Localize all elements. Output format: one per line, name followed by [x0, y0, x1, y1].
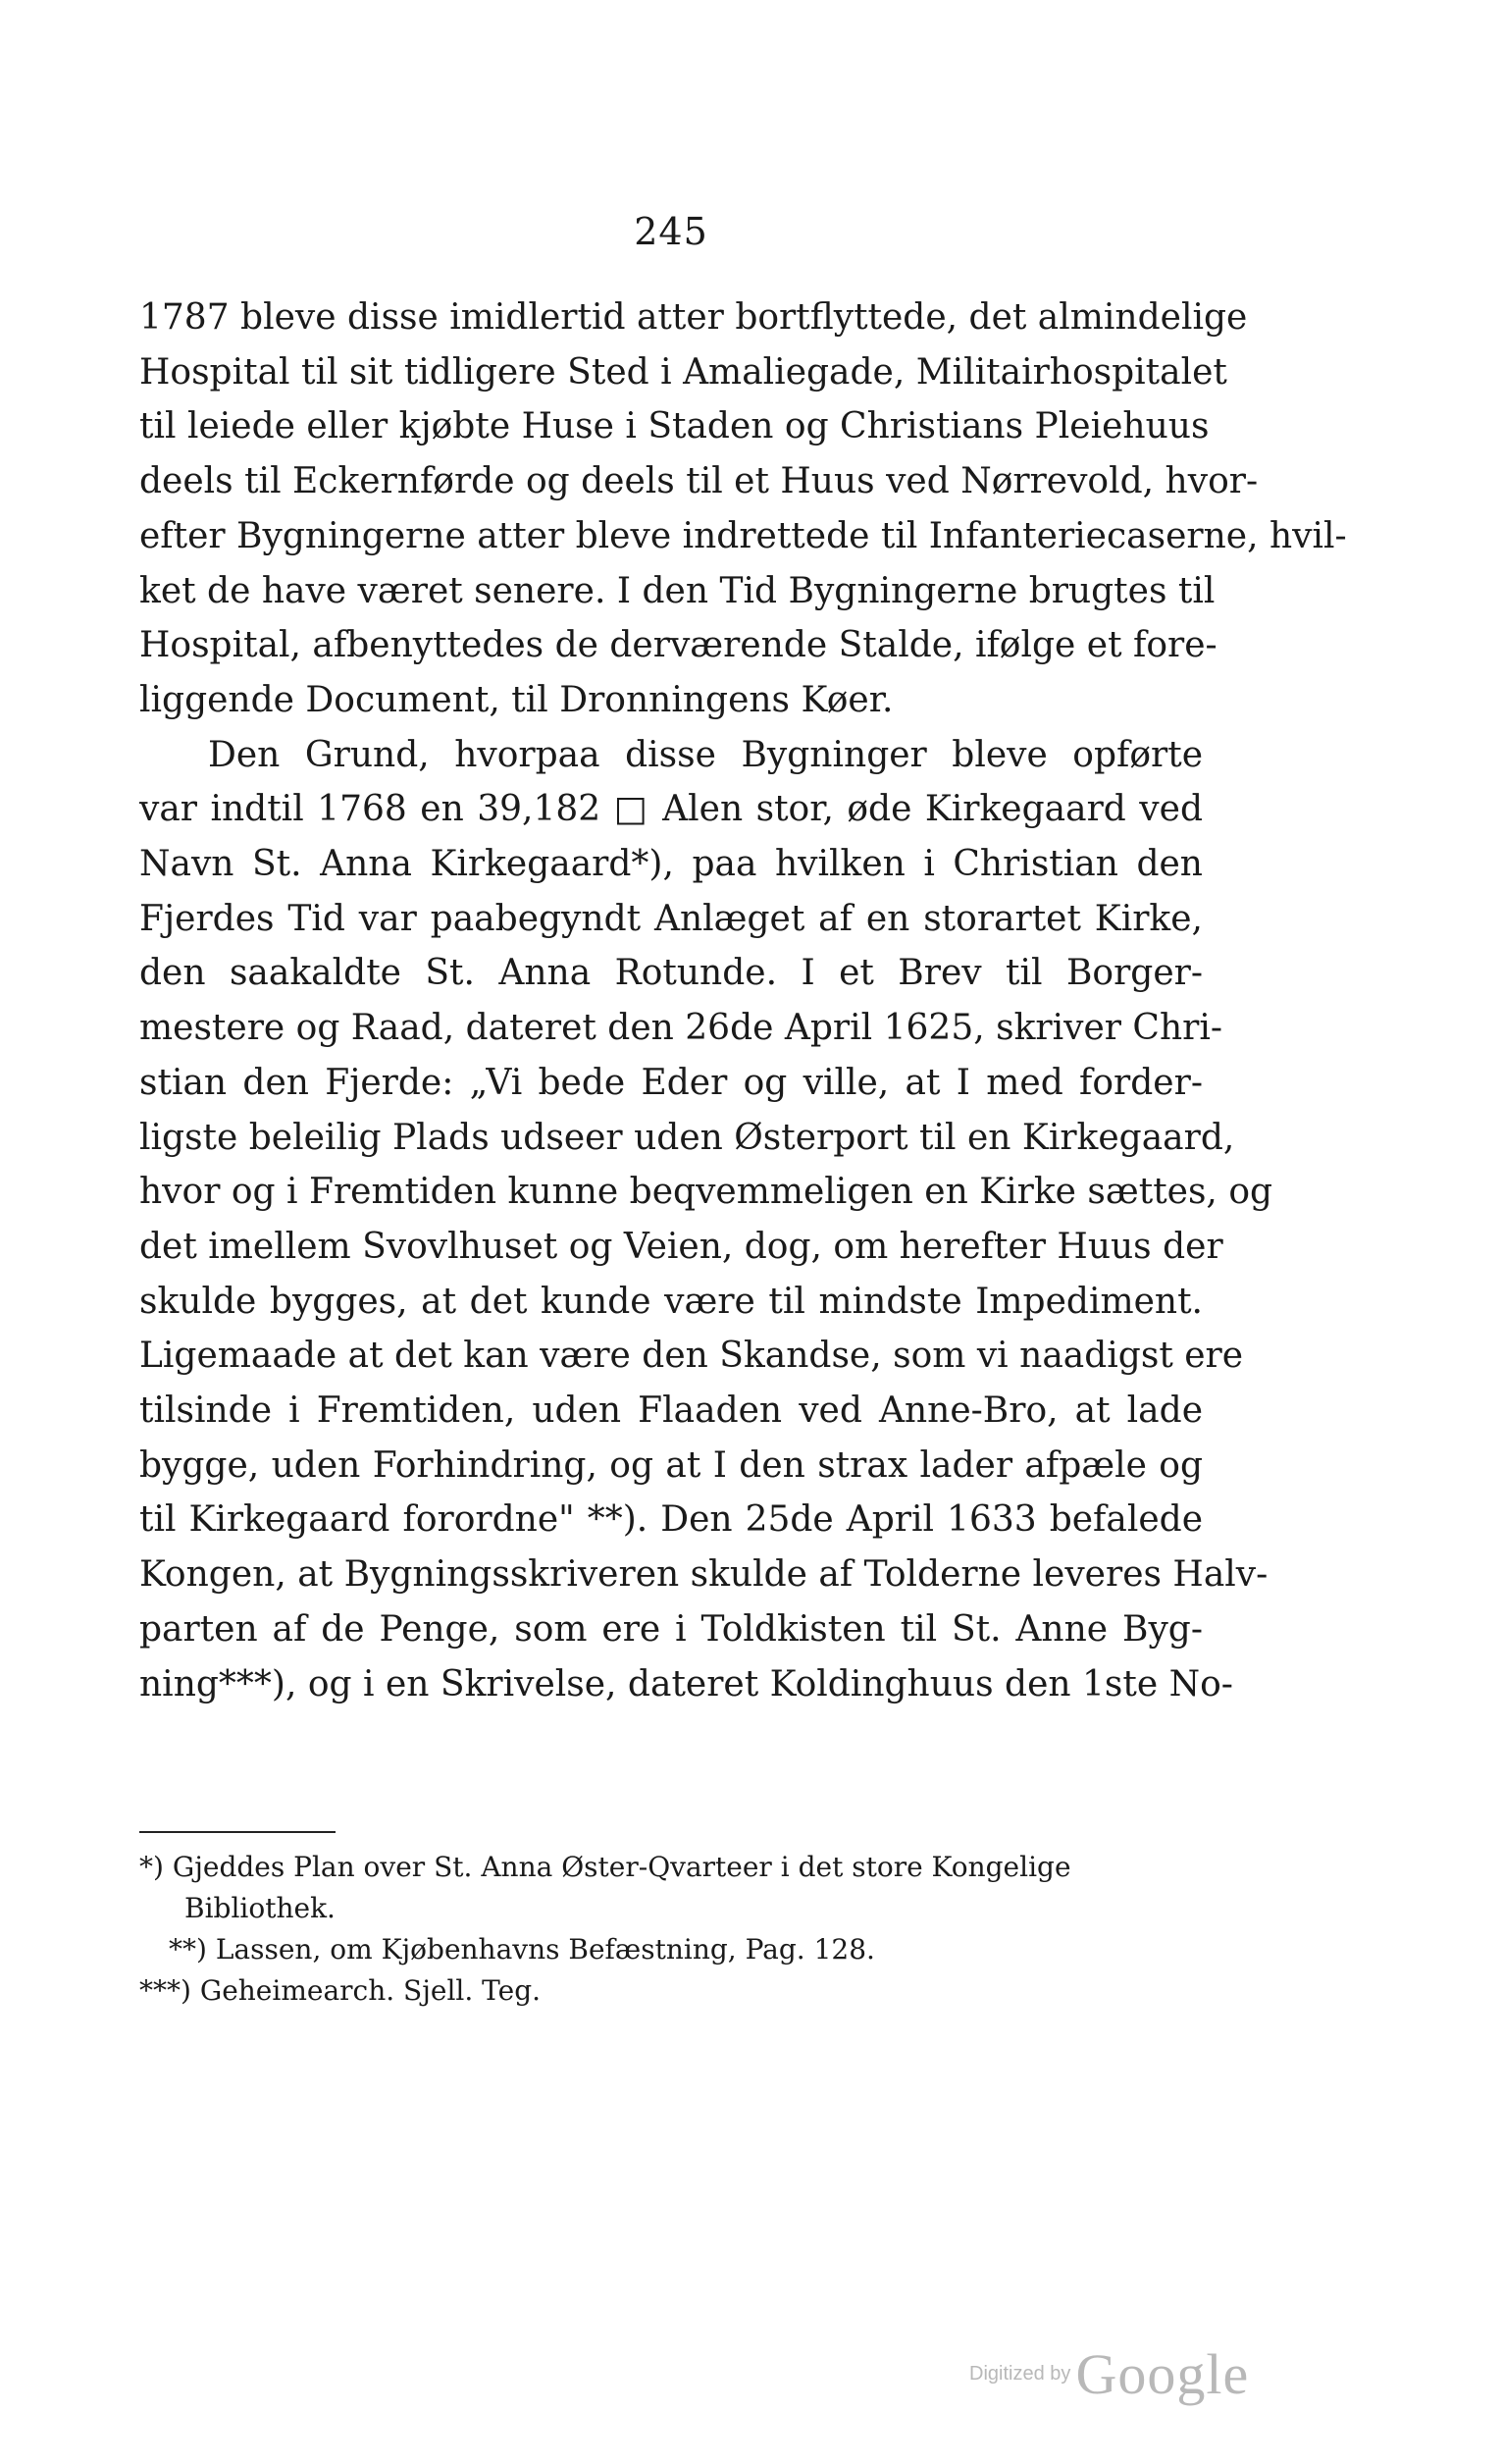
text-line: til Kirkegaard forordne" **). Den 25de April 1633 befalede — [139, 1499, 1203, 1541]
text-line: Navn St. Anna Kirkegaard*), paa hvilken i Christian den — [139, 844, 1203, 885]
text-line: tilsinde i Fremtiden, uden Flaaden ved Anne-Bro, at lade — [139, 1390, 1203, 1432]
text-line: til leiede eller kjøbte Huse i Staden og Christians Pleiehuus — [139, 406, 1210, 447]
text-line: var indtil 1768 en 39,182 □ Alen stor, øde Kirkegaard ved — [139, 789, 1203, 830]
text-line: stian den Fjerde: „Vi bede Eder og ville, at I med forder- — [139, 1062, 1203, 1103]
text-line: Hospital til sit tidligere Sted i Amaliegade, Militairhospitalet — [139, 351, 1227, 393]
footnote-line: *) Gjeddes Plan over St. Anna Øster-Qvarteer i det store Kongelige — [139, 1851, 1071, 1883]
text-line: deels til Eckernførde og deels til et Huus ved Nørrevold, hvor- — [139, 461, 1259, 502]
text-line: ning***), og i en Skrivelse, dateret Koldinghuus den 1ste No- — [139, 1663, 1233, 1704]
text-line: ligste beleilig Plads udseer uden Østerport til en Kirkegaard, — [139, 1117, 1235, 1158]
text-line: efter Bygningerne atter bleve indrettede til Infanteriecaserne, hvil- — [139, 515, 1347, 556]
text-line: mestere og Raad, dateret den 26de April 1625, skriver Chri- — [139, 1008, 1223, 1049]
digitized-watermark — [969, 2341, 1249, 2407]
text-line: den saakaldte St. Anna Rotunde. I et Brev til Borger- — [139, 953, 1203, 994]
text-line: liggende Document, til Dronningens Køer. — [139, 679, 894, 720]
google-logo: Google — [1075, 2342, 1250, 2406]
footnotes — [139, 1847, 1203, 2012]
text-line: Hospital, afbenyttedes de derværende Stalde, ifølge et fore- — [139, 625, 1217, 666]
body-text — [139, 290, 1347, 1711]
text-line: ket de have været senere. I den Tid Bygningerne brugtes til — [139, 570, 1216, 611]
text-line: Ligemaade at det kan være den Skandse, som vi naadigst ere — [139, 1336, 1244, 1377]
text-line: skulde bygges, at det kunde være til mindste Impediment. — [139, 1281, 1203, 1322]
footnote-line: **) Lassen, om Kjøbenhavns Befæstning, Pag. 128. — [169, 1933, 875, 1966]
footnote-line: Bibliothek. — [184, 1892, 336, 1924]
footnote-line: ***) Geheimearch. Sjell. Teg. — [139, 1974, 542, 2007]
text-line: det imellem Svovlhuset og Veien, dog, om herefter Huus der — [139, 1226, 1223, 1267]
footnote-rule — [139, 1831, 336, 1833]
text-line: Den Grund, hvorpaa disse Bygninger bleve opførte — [208, 734, 1203, 775]
text-line: parten af de Penge, som ere i Toldkisten til St. Anne Byg- — [139, 1608, 1203, 1650]
text-line: Kongen, at Bygningsskriveren skulde af Tolderne leveres Halv- — [139, 1554, 1269, 1596]
text-line: 1787 bleve disse imidlertid atter bortflyttede, det almindelige — [139, 297, 1248, 338]
text-line: bygge, uden Forhindring, og at I den strax lader afpæle og — [139, 1444, 1203, 1486]
text-line: Fjerdes Tid var paabegyndt Anlæget af en storartet Kirke, — [139, 898, 1203, 939]
page-number: 245 — [634, 210, 708, 253]
watermark-prefix: Digitized by — [969, 2363, 1071, 2385]
text-line: hvor og i Fremtiden kunne beqvemmeligen en Kirke sættes, og — [139, 1172, 1273, 1213]
